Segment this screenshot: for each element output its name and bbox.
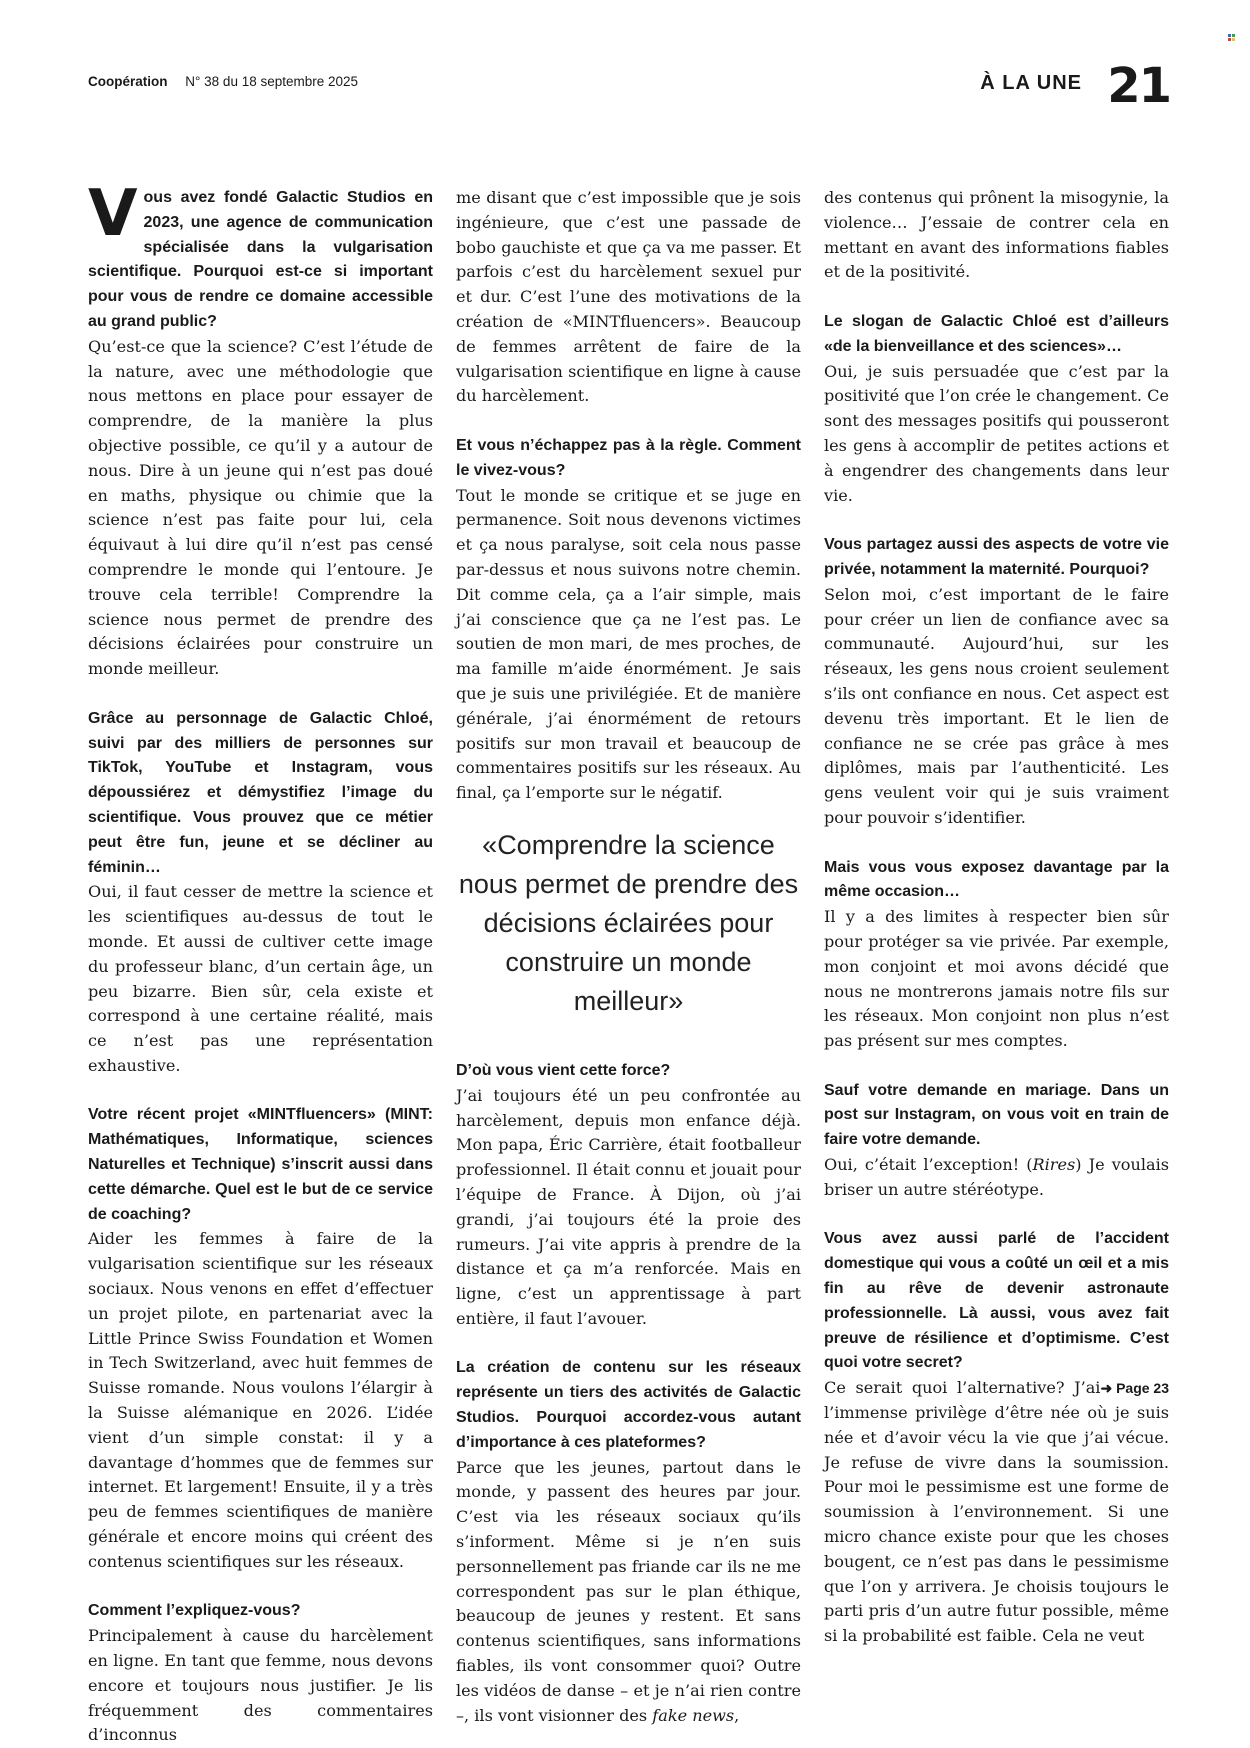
answer: ➜ Page 23 Ce serait quoi l’alternative? J’ai l’immense privilège d’être née où je suis née et d’avoir vécu la vie que j’ai vécue. Je refuse de vivre dans la soumission. Pour moi le pessimisme est une forme de soumission à l’environnement. Si une micro chance existe pour que les choses bougent, ce n’est pas dans le pessimisme que l’on y arrivera. Je choisis toujours le parti pris d’un autre futur possible, même si la probabilité est faible. Cela ne veut	[824, 1378, 1169, 1646]
page-number: 21	[1107, 58, 1170, 114]
drop-cap: V	[88, 177, 138, 251]
article-column-1	[88, 177, 433, 1745]
answer: Principalement à cause du harcèlement en ligne. En tant que femme, nous devons encore et toujours nous justifier. Je lis fréquemment des commentaires d’inconnus	[88, 1626, 433, 1745]
answer: Selon moi, c’est important de le faire pour créer un lien de confiance avec sa communauté. Aujourd’hui, sur les réseaux, les gens nous croient seulement s’ils ont confiance en nous. Cet aspect est devenu très important. Et le lien de confiance ne se crée pas grâce à mes diplômes, mais par l’authenticité. Les gens veulent voir qui je suis vraiment pour pouvoir s’identifier.	[824, 584, 1169, 827]
section-label: À LA UNE	[980, 72, 1082, 94]
article-column-3	[824, 186, 1169, 1656]
answer: Oui, je suis persuadée que c’est par la positivité que l’on crée le changement. Ce sont des messages positifs qui pousseront les gens à accomplir de petites actions et à engendrer des changements dans leur vie.	[824, 361, 1169, 505]
question: Mais vous vous exposez davantage par la même occasion…	[824, 858, 1169, 901]
question: Vous partagez aussi des aspects de votre vie privée, notamment la maternité. Pourquoi?	[824, 536, 1169, 578]
issue-date: N° 38 du 18 septembre 2025	[185, 74, 359, 89]
question: Votre récent projet «MINTfluencers» (MINT: Mathématiques, Informatique, sciences Naturelles et Technique) s’inscrit aussi dans cette démarche. Quel est le but de ce service de coaching?	[88, 1106, 433, 1223]
answer: des contenus qui prônent la misogynie, la violence… J’essaie de contrer cela en mettant en avant des informations fiables et de la positivité.	[824, 188, 1169, 282]
question: Et vous n’échappez pas à la règle. Comment le vivez-vous?	[456, 436, 801, 479]
color-registration-mark	[1228, 34, 1235, 41]
question: Vous avez aussi parlé de l’accident domestique qui vous a coûté un œil et a mis fin au rêve de devenir astronaute professionnelle. Là aussi, vous avez fait preuve de résilience et d’optimisme. C’est quoi votre secret?	[824, 1230, 1169, 1372]
publication-name: Coopération	[88, 74, 168, 89]
page-header	[88, 58, 1170, 122]
pull-quote: «Comprendre la science nous permet de prendre des décisions éclairées pour construire un monde meilleur»	[458, 829, 799, 1016]
answer: Parce que les jeunes, partout dans le monde, y passent des heures par jour. C’est via les réseaux sociaux qu’ils s’informent. Même si je n’en suis personnellement pas friande car ils ne me correspondent pas sur le plan éthique, beaucoup de jeunes y restent. Et sans contenus scientifiques, sans informations fiables, ils vont consommer quoi? Outre les vidéos de danse – et je n’ai rien contre –, ils vont visionner des fake news,	[456, 1457, 801, 1725]
question: Comment l’expliquez-vous?	[88, 1602, 301, 1620]
answer: Oui, c’était l’exception! (Rires) Je voulais briser un autre stéréotype.	[824, 1155, 1169, 1199]
answer: Tout le monde se critique et se juge en permanence. Soit nous devenons victimes et ça nous paralyse, soit cela nous passe par-dessus et nous suivons notre chemin. Dit comme cela, ça a l’air simple, mais j’ai conscience que ça ne l’est pas. Le soutien de mon mari, de mes proches, de ma famille m’aide énormément. Je sais que je suis une privilégiée. Et de manière générale, j’ai énormément de retours positifs sur mon travail et beaucoup de commentaires positifs sur les réseaux. Au final, ça l’emporte sur le négatif.	[456, 485, 801, 803]
answer: Il y a des limites à respecter bien sûr pour protéger sa vie privée. Par exemple, mon conjoint et moi avons décidé que nous ne montrerons jamais notre fils sur les réseaux. Mon conjoint non plus n’est pas présent sur mes comptes.	[824, 907, 1169, 1051]
continued-page-link[interactable]: ➜ Page 23	[1100, 1380, 1169, 1397]
publication-line	[88, 74, 358, 89]
question: Sauf votre demande en mariage. Dans un post sur Instagram, on vous voit en train de faire votre demande.	[824, 1081, 1169, 1149]
question: D’où vous vient cette force?	[456, 1061, 671, 1079]
question: Vous avez fondé Galactic Studios en 2023, une agence de communication spécialisée dans la vulgarisation scientifique. Pourquoi est-ce si important pour vous de rendre ce domaine accessible au grand public?	[88, 177, 433, 330]
answer: Oui, il faut cesser de mettre la science et les scientifiques au-dessus de tout le monde. Et aussi de cultiver cette image du professeur blanc, d’un certain âge, un peu bizarre. Bien sûr, cela existe et correspond à une certaine réalité, mais ce n’est pas une représentation exhaustive.	[88, 882, 433, 1075]
answer: me disant que c’est impossible que je sois ingénieure, que c’est une passade de bobo gauchiste et que ça va me passer. Et parfois c’est du harcèlement sexuel pur et dur. C’est l’une des motivations de la création de «MINTfluencers». Beaucoup de femmes arrêtent de faire de la vulgarisation scientifique en ligne à cause du harcèlement.	[456, 188, 801, 406]
question: La création de contenu sur les réseaux représente un tiers des activités de Galactic Studios. Pourquoi accordez-vous autant d’importance à ces plateformes?	[456, 1359, 801, 1451]
answer: Qu’est-ce que la science? C’est l’étude de la nature, avec une méthodologie que nous mettons en place pour essayer de comprendre, de la manière la plus objective possible, ce qu’il y a autour de nous. Dire à un jeune qui n’est pas doué en maths, physique ou chimie que la science n’est pas faite pour lui, cela équivaut à lui dire qu’il n’est pas censé comprendre le monde qui l’entoure. Je trouve cela terrible! Comprendre la science nous permet de prendre des décisions éclairées pour construire un monde meilleur.	[88, 336, 433, 679]
article-column-2	[456, 186, 801, 1725]
answer: Aider les femmes à faire de la vulgarisation scientifique sur les réseaux sociaux. Nous venons en effet d’effectuer un projet pilote, en partenariat avec la Little Prince Swiss Foundation et Women in Tech Switzerland, avec huit femmes de Suisse romande. Nous voulons l’élargir à la Suisse alémanique en 2026. L’idée vient d’un simple constat: il y a davantage d’hommes que de femmes sur internet. Et largement! Ensuite, il y a très peu de femmes scientifiques de manière générale et encore moins qui créent des contenus scientifiques sur les réseaux.	[88, 1229, 433, 1571]
question: Le slogan de Galactic Chloé est d’ailleurs «de la bienveillance et des sciences»…	[824, 312, 1169, 355]
answer: J’ai toujours été un peu confrontée au harcèlement, depuis mon enfance déjà. Mon papa, Éric Carrière, était footballeur professionnel. Il était connu et jouait pour l’équipe de France. À Dijon, où j’ai grandi, j’ai toujours été la proie des rumeurs. J’ai vite appris à prendre de la distance et ça m’a renforcée. Mais en ligne, c’est un apprentissage à part entière, il faut l’avouer.	[456, 1085, 801, 1328]
question: Grâce au personnage de Galactic Chloé, suivi par des milliers de personnes sur TikTok, YouTube et Instagram, vous dépoussiérez et démystifiez l’image du scientifique. Vous prouvez que ce métier peut être fun, jeune et se décliner au féminin…	[88, 709, 433, 876]
